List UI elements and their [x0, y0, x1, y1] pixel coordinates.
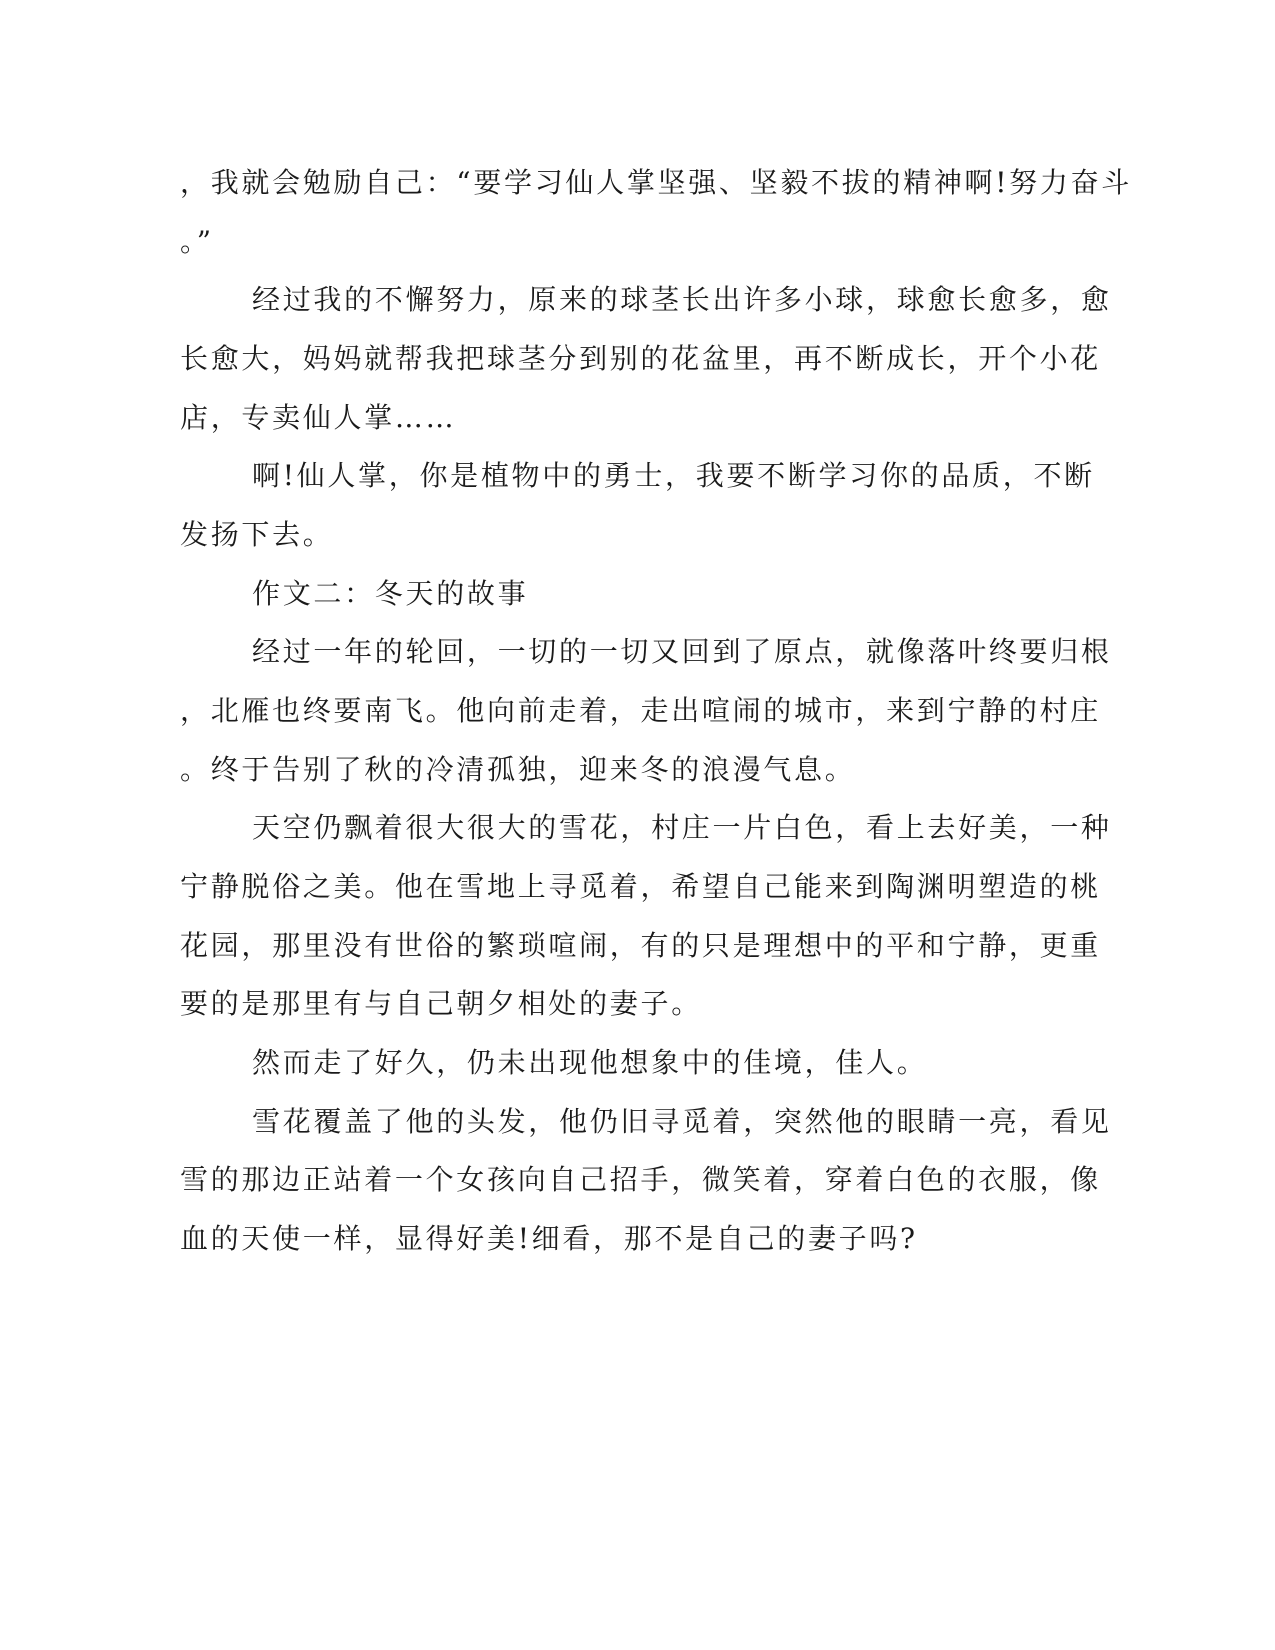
text-line: 花园，那里没有世俗的繁琐喧闹，有的只是理想中的平和宁静，更重 — [180, 929, 1102, 962]
text-line: 雪的那边正站着一个女孩向自己招手，微笑着，穿着白色的衣服，像 — [180, 1163, 1102, 1196]
paragraph-first-line: 然而走了好久，仍未出现他想象中的佳境，佳人。 — [252, 1046, 928, 1079]
text-line: ，北雁也终要南飞。他向前走着，走出喧闹的城市，来到宁静的村庄 — [180, 694, 1102, 727]
text-line: 发扬下去。 — [180, 518, 334, 551]
text-line: 宁静脱俗之美。他在雪地上寻觅着，希望自己能来到陶渊明塑造的桃 — [180, 870, 1102, 903]
section-heading: 作文二：冬天的故事 — [252, 577, 529, 610]
text-line: 要的是那里有与自己朝夕相处的妻子。 — [180, 987, 702, 1020]
text-line: 。” — [180, 225, 214, 258]
paragraph-first-line: 经过我的不懈努力，原来的球茎长出许多小球，球愈长愈多，愈 — [252, 283, 1112, 316]
text-line: 店，专卖仙人掌…… — [180, 401, 457, 434]
paragraph-first-line: 经过一年的轮回，一切的一切又回到了原点，就像落叶终要归根 — [252, 635, 1112, 668]
text-line: 血的天使一样，显得好美!细看，那不是自己的妻子吗? — [180, 1222, 918, 1255]
paragraph-first-line: 啊!仙人掌，你是植物中的勇士，我要不断学习你的品质，不断 — [252, 459, 1095, 492]
paragraph-first-line: 天空仍飘着很大很大的雪花，村庄一片白色，看上去好美，一种 — [252, 811, 1112, 844]
text-line: 长愈大，妈妈就帮我把球茎分到别的花盆里，再不断成长，开个小花 — [180, 342, 1102, 375]
paragraph-first-line: 雪花覆盖了他的头发，他仍旧寻觅着，突然他的眼睛一亮，看见 — [252, 1105, 1112, 1138]
text-line: 。终于告别了秋的冷清孤独，迎来冬的浪漫气息。 — [180, 753, 856, 786]
text-line: ，我就会勉励自己：“要学习仙人掌坚强、坚毅不拔的精神啊!努力奋斗 — [180, 166, 1132, 199]
